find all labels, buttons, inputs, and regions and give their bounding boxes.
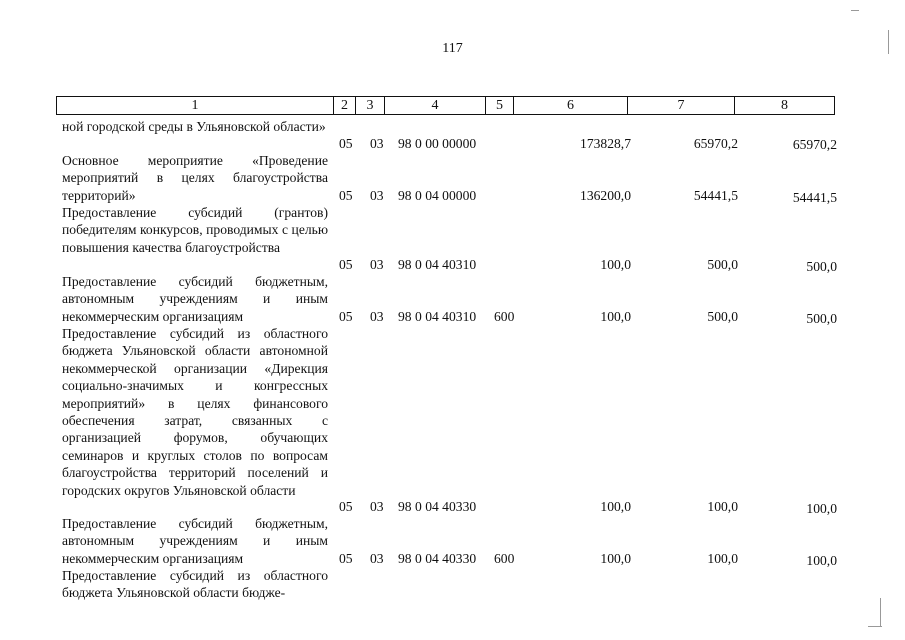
row-sum-col7: 500,0	[707, 309, 738, 324]
row-description: Предоставление субсидий (грантов) победителям конкурсов, проводимых с целью повышения качества благоустройства	[62, 205, 328, 255]
scan-edge-mark	[880, 598, 881, 626]
row-sum-col8: 54441,5	[792, 190, 837, 205]
row-sum-col7: 100,0	[707, 551, 738, 566]
row-sum-col6: 100,0	[600, 551, 631, 566]
page-number: 117	[442, 41, 463, 56]
row-sum-col7: 100,0	[707, 499, 738, 514]
row-description: Предоставление субсидий бюджетным, автономным учреждениям и иным некоммерческим организациям	[62, 516, 328, 566]
row-description: ной городской среды в Ульяновской области»	[62, 119, 326, 134]
row-section: 05	[339, 136, 353, 151]
row-sum-col8: 100,0	[806, 553, 837, 568]
row-subsection: 03	[370, 136, 384, 151]
row-sum-col6: 100,0	[600, 309, 631, 324]
row-sum-col8: 65970,2	[792, 137, 837, 152]
row-sum-col7: 65970,2	[693, 136, 738, 151]
row-target-article: 98 0 04 40310	[398, 309, 477, 324]
scan-edge-mark	[851, 10, 859, 11]
column-header-4: 4	[385, 97, 486, 115]
row-sum-col6: 136200,0	[580, 188, 631, 203]
row-expense-type: 600	[494, 309, 515, 324]
row-description: Основное мероприятие «Проведение мероприятий в целях благоустройства территорий»	[62, 153, 328, 203]
column-header-6: 6	[514, 97, 628, 115]
column-header-3: 3	[356, 97, 385, 115]
scan-edge-mark	[868, 626, 882, 627]
row-target-article: 98 0 04 40330	[398, 499, 477, 514]
row-sum-col8: 500,0	[806, 259, 837, 274]
column-header-5: 5	[486, 97, 514, 115]
row-subsection: 03	[370, 309, 384, 324]
row-sum-col6: 100,0	[600, 257, 631, 272]
row-description: Предоставление субсидий бюджетным, автономным учреждениям и иным некоммерческим организациям	[62, 274, 328, 324]
row-subsection: 03	[370, 188, 384, 203]
column-header-7: 7	[628, 97, 735, 115]
row-sum-col6: 100,0	[600, 499, 631, 514]
column-header-8: 8	[735, 97, 835, 115]
row-target-article: 98 0 04 40310	[398, 257, 477, 272]
row-target-article: 98 0 04 00000	[398, 188, 477, 203]
row-section: 05	[339, 257, 353, 272]
row-sum-col7: 500,0	[707, 257, 738, 272]
column-header-1: 1	[57, 97, 334, 115]
row-sum-col8: 100,0	[806, 501, 837, 516]
row-sum-col6: 173828,7	[580, 136, 631, 151]
row-description: Предоставление субсидий из областного бюджета Ульяновской области бюдже-	[62, 568, 328, 601]
row-section: 05	[339, 499, 353, 514]
row-sum-col8: 500,0	[806, 311, 837, 326]
row-target-article: 98 0 04 40330	[398, 551, 477, 566]
row-section: 05	[339, 551, 353, 566]
row-section: 05	[339, 188, 353, 203]
row-expense-type: 600	[494, 551, 515, 566]
row-target-article: 98 0 00 00000	[398, 136, 477, 151]
scan-edge-mark	[888, 30, 889, 54]
row-description: Предоставление субсидий из областного бюджета Ульяновской области автономной некоммерческой организации «Дирекция социально-значимых и конгрессных мероприятий» в целях финансового обеспечения затрат, связанных с организацией форумов, обучающих семинаров и круглых столов по вопросам благоустройства территорий поселений и городских округов Ульяновской области	[62, 326, 328, 498]
row-subsection: 03	[370, 551, 384, 566]
row-section: 05	[339, 309, 353, 324]
column-header-2: 2	[334, 97, 356, 115]
row-subsection: 03	[370, 257, 384, 272]
row-sum-col7: 54441,5	[693, 188, 738, 203]
row-subsection: 03	[370, 499, 384, 514]
